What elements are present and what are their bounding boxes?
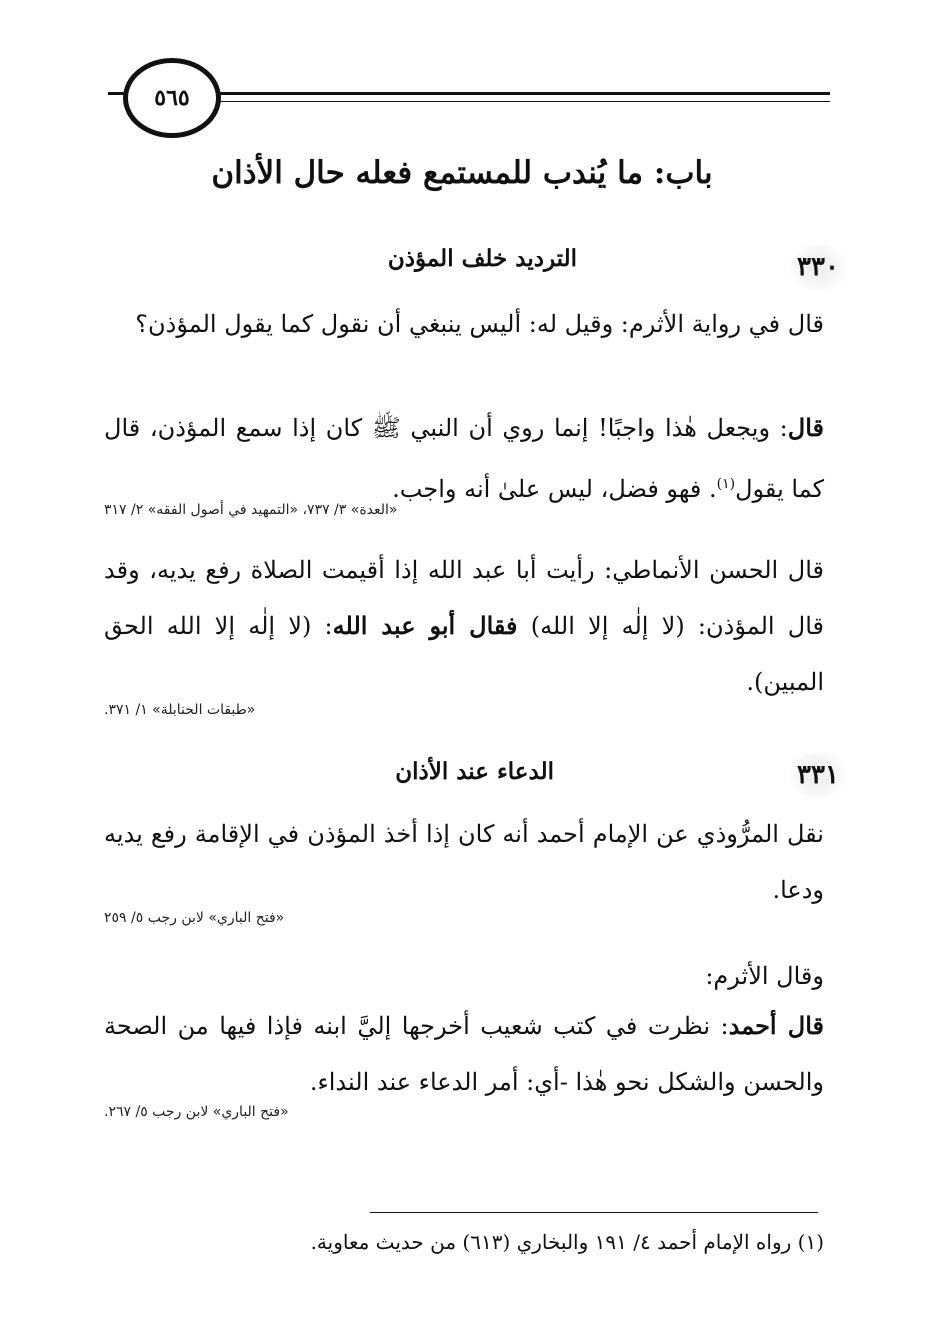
paragraph: وقال الأثرم: (705, 962, 824, 990)
header-rule-thin (210, 101, 830, 102)
source-citation: «فتح الباري» لابن رجب ٥/ ٢٦٧. (104, 1104, 289, 1120)
paragraph-text: : (لا إلٰه إلا الله الحق المبين). (104, 612, 824, 696)
speaker-label: فقال أبو عبد الله (332, 611, 518, 640)
source-citation: «طبقات الحنابلة» ١/ ٣٧١. (104, 702, 256, 718)
paragraph (104, 542, 824, 710)
paragraph-text: : ويجعل هٰذا واجبًا! إنما روي أن النبي ﷺ كان إذا سمع المؤذن، قال كما يقول (104, 414, 824, 503)
source-citation: «فتح الباري» لابن رجب ٥/ ٢٥٩ (104, 910, 285, 926)
footnote-ref: (١) (716, 476, 736, 492)
paragraph-text: قال الحسن الأنماطي: رأيت أبا عبد الله إذا أقيمت الصلاة رفع يديه، وقد قال المؤذن: (لا إلٰه إلا الله) (104, 556, 825, 640)
footnote-separator (370, 1212, 818, 1213)
paragraph (104, 998, 824, 1110)
speaker-label: قال (787, 413, 824, 442)
paragraph: نقل المرُّوذي عن الإمام أحمد أنه كان إذا أخذ المؤذن في الإقامة رفع يديه ودعا. (104, 820, 824, 904)
header-rule-right (210, 92, 830, 95)
chapter-title: باب: ما يُندب للمستمع فعله حال الأذان (211, 155, 713, 191)
paragraph (104, 400, 824, 517)
speaker-label: قال أحمد (728, 1011, 824, 1040)
source-citation: «العدة» ٣/ ٧٣٧، «التمهيد في أصول الفقه» ٢/ ٣١٧ (104, 502, 398, 518)
section-title: الترديد خلف المؤذن (387, 245, 577, 272)
section-title: الدعاء عند الأذان (395, 758, 554, 785)
page-number: ٥٦٥ (123, 58, 221, 138)
paragraph-text: : نظرت في كتب شعيب أخرجها إليَّ ابنه فإذا فيها من الصحة والحسن والشكل نحو هٰذا -أي: أمر الدعاء عند النداء. (104, 1012, 824, 1096)
paragraph-text: . فهو فضل، ليس علىٰ أنه واجب. (392, 475, 717, 503)
section-number: ٣٣١ (786, 752, 850, 798)
footnote: (١) رواه الإمام أحمد ٤/ ١٩١ والبخاري (٦١٣) من حديث معاوية. (310, 1230, 824, 1254)
section-number: ٣٣٠ (786, 244, 850, 290)
paragraph: قال في رواية الأثرم: وقيل له: أليس ينبغي أن نقول كما يقول المؤذن؟ (135, 310, 824, 338)
